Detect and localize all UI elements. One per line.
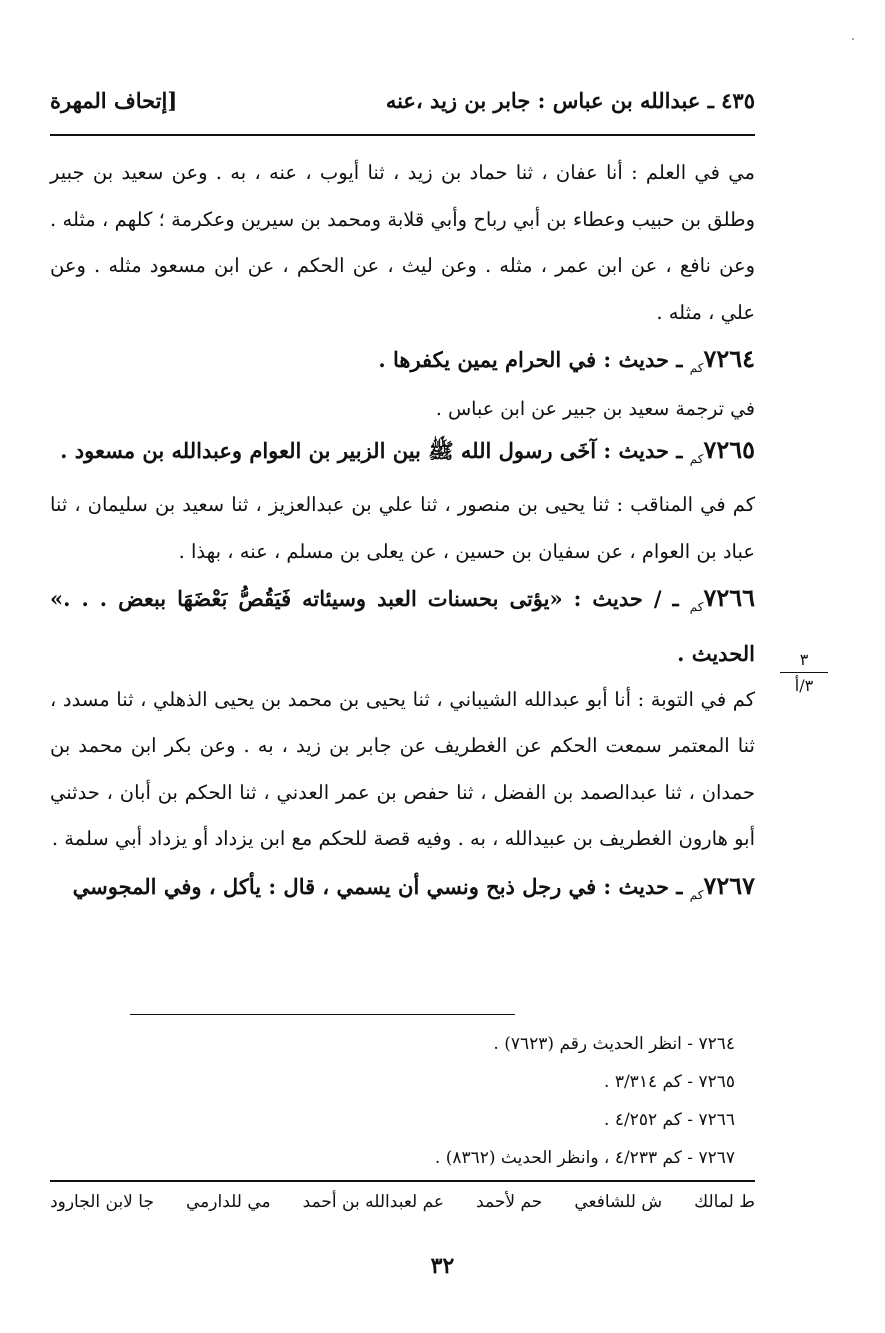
hadith-text: في الحرام يمين يكفرها . xyxy=(378,347,597,372)
scan-speck xyxy=(852,38,854,40)
source-marker: كم xyxy=(689,452,704,467)
hadith-number: ٧٢٦٤ xyxy=(703,344,755,373)
hadith-number: ٧٢٦٦ xyxy=(703,583,755,613)
abbreviation-key xyxy=(50,1192,755,1212)
hadith-text: آخَى رسول الله ﷺ بين الزبير بن العوام وعبدالله بن مسعود . xyxy=(60,438,597,464)
hadith-heading xyxy=(50,575,755,676)
hadith-prefix: ـ حديث : xyxy=(603,438,683,464)
abbreviation: ط لمالك xyxy=(694,1192,755,1212)
hadith-text: «يؤتى بحسنات العبد وسيئاته فَيَقُصُّ بَعْضَهَا ببعض . . .» الحديث . xyxy=(50,586,755,666)
footnote: ٧٢٦٦ - كم ٤/٢٥٢ . xyxy=(604,1110,735,1130)
margin-note-bottom: ٣/أ xyxy=(794,676,814,695)
source-marker: كم xyxy=(689,361,704,376)
abbreviation-rule xyxy=(50,1180,755,1182)
abbreviation: عم لعبدالله بن أحمد xyxy=(302,1192,445,1212)
abbreviation: حم لأحمد xyxy=(476,1192,543,1212)
running-header-book: [إتحاف المهرة xyxy=(50,88,178,113)
margin-note xyxy=(780,650,828,695)
takhrij-paragraph: كم في التوبة : أنا أبو عبدالله الشيباني ، ثنا يحيى بن محمد بن يحيى الذهلي ، ثنا مسدد ، ثنا المعتمر سمعت الحكم عن الغطريف عن جابر بن زيد ، به . وعن بكر ابن محمد بن حمدان ، ثنا عبدالصمد بن الفضل ، ثنا حفص بن عمر العدني ، ثنا الحكم بن أبان ، حدثني أبو هارون الغطريف بن عبيدالله ، به . وفيه قصة للحكم مع ابن يزداد أو يزداد أبي سلمة . xyxy=(50,687,755,851)
running-header-chapter: ٤٣٥ ـ عبدالله بن عباس : جابر بن زيد ،عنه xyxy=(385,88,755,113)
takhrij-paragraph: كم في المناقب : ثنا يحيى بن منصور ، ثنا علي بن عبدالعزيز ، ثنا سعيد بن سليمان ، ثنا عباد بن العوام ، عن سفيان بن حسين ، عن يعلى بن مسلم ، عنه ، بهذا . xyxy=(50,493,755,563)
hadith-number: ٧٢٦٥ xyxy=(703,435,755,465)
hadith-heading xyxy=(50,336,755,391)
footnote: ٧٢٦٧ - كم ٤/٢٣٣ ، وانظر الحديث (٨٣٦٢) . xyxy=(434,1148,735,1168)
abbreviation: جا لابن الجارود xyxy=(50,1192,154,1212)
takhrij-paragraph: في ترجمة سعيد بن جبير عن ابن عباس . xyxy=(435,398,755,421)
footnote: ٧٢٦٥ - كم ٣/٣١٤ . xyxy=(604,1072,735,1092)
abbreviation: مي للدارمي xyxy=(186,1192,271,1212)
header-rule xyxy=(50,134,755,136)
hadith-heading xyxy=(50,863,755,918)
hadith-text: في رجل ذبح ونسي أن يسمي ، قال : يأكل ، وفي المجوسي xyxy=(72,873,597,899)
source-marker: كم xyxy=(689,887,704,902)
footnote-rule xyxy=(130,1014,515,1015)
footnote: ٧٢٦٤ - انظر الحديث رقم (٧٦٢٣) . xyxy=(493,1034,735,1054)
page-number: ٣٢ xyxy=(430,1253,455,1279)
continuation-paragraph: مي في العلم : أنا عفان ، ثنا حماد بن زيد ، ثنا أيوب ، عنه ، به . وعن سعيد بن جبير وطلق بن حبيب وعطاء بن أبي رباح وأبي قلابة ومحمد بن سيرين وعكرمة ؛ كلهم ، مثله . وعن نافع ، عن ابن عمر ، مثله . وعن ليث ، عن الحكم ، عن ابن مسعود مثله . وعن علي ، مثله . xyxy=(50,161,755,324)
source-marker: كم xyxy=(689,600,704,615)
abbreviation: ش للشافعي xyxy=(574,1192,663,1212)
footnotes xyxy=(435,1025,735,1177)
margin-note-top: ٣ xyxy=(799,650,809,669)
hadith-number: ٧٢٦٧ xyxy=(703,870,755,900)
margin-note-rule xyxy=(780,672,828,673)
hadith-heading xyxy=(50,427,755,482)
main-text xyxy=(50,150,755,918)
hadith-prefix: ـ / حديث : xyxy=(573,586,679,612)
hadith-prefix: ـ حديث : xyxy=(603,873,683,899)
hadith-prefix: ـ حديث : xyxy=(603,347,683,372)
